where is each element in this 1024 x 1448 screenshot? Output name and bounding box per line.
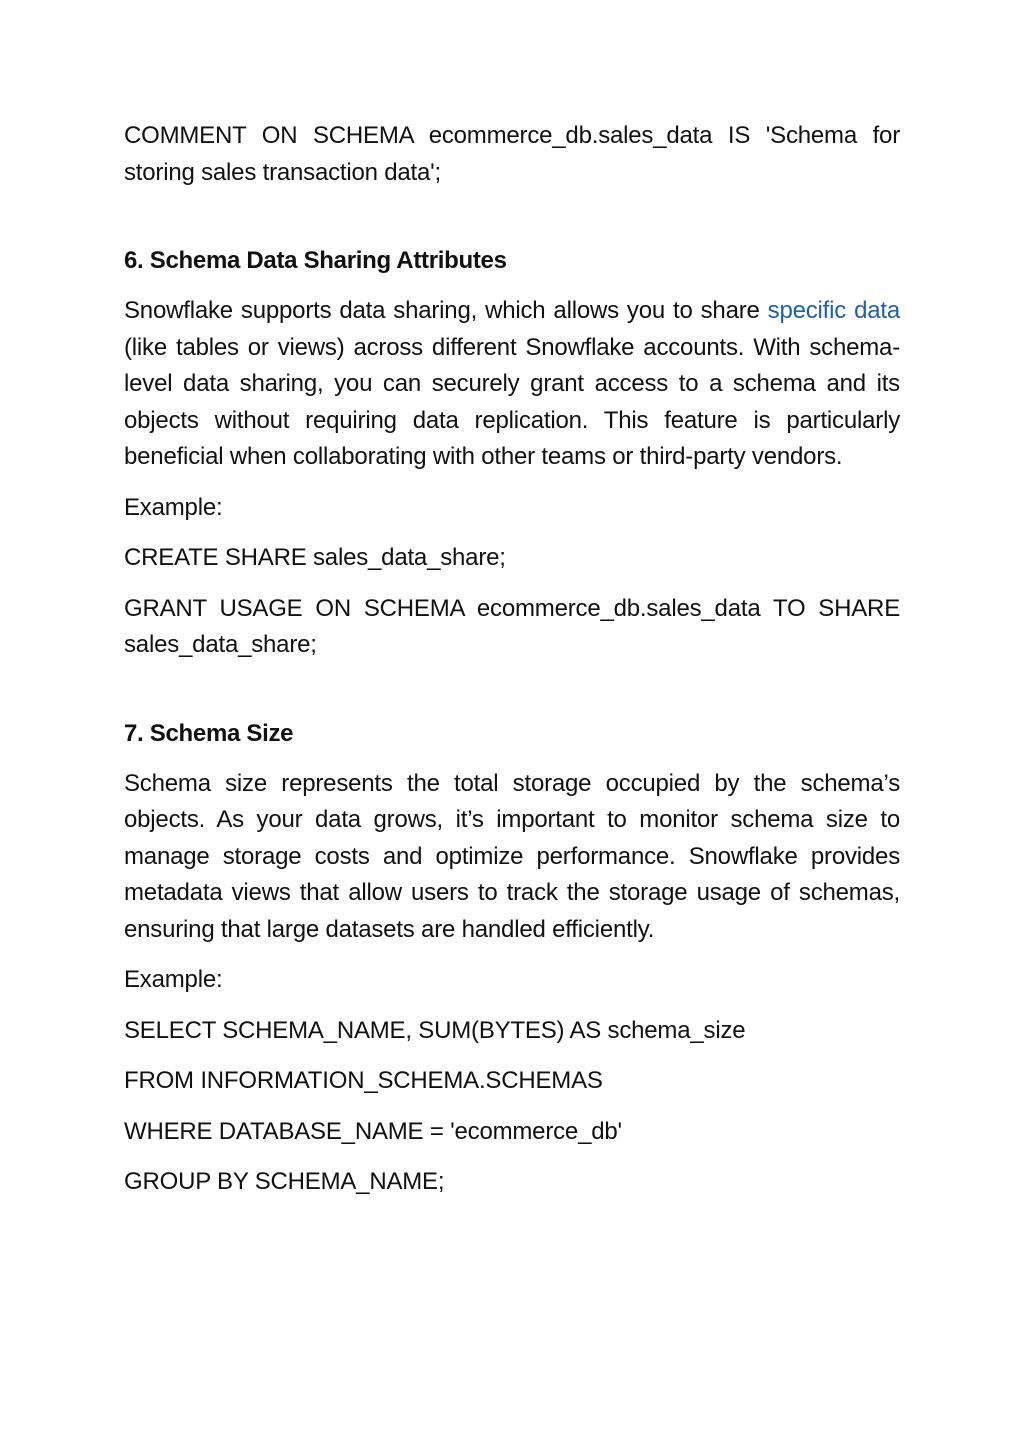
section-6-paragraph [124, 293, 900, 476]
spacer [124, 577, 900, 591]
section-7-code-line-4: GROUP BY SCHEMA_NAME; [124, 1168, 445, 1195]
section-7-code-line-3: WHERE DATABASE_NAME = 'ecommerce_db' [124, 1117, 622, 1145]
spacer [124, 752, 900, 766]
spacer [124, 526, 900, 540]
section-7-paragraph: Schema size represents the total storage occupied by the schema’s objects. As your data grows, it’s important to monitor schema size to manage storage costs and optimize performance. Snowflake provides metadata views that allow users to track the storage usage of schemas, ensuring that large datasets are handled efficiently. [124, 769, 900, 943]
spacer [124, 476, 900, 490]
specific-data-link[interactable]: specific data [767, 297, 900, 324]
section-6-code-line-1: CREATE SHARE sales_data_share; [124, 544, 506, 571]
document-page [124, 118, 900, 1201]
section-6-example-label: Example: [124, 493, 223, 521]
section-7-example-label: Example: [124, 966, 223, 993]
spacer [124, 999, 900, 1013]
comment-statement: COMMENT ON SCHEMA ecommerce_db.sales_data IS 'Schema for storing sales transaction data'; [124, 122, 900, 186]
paragraph-text-end: (like tables or views) across different Snowflake accounts. With schema-level data sharing, you can securely grant access to a schema and its objects without requiring data replication. This feature is particularly beneficial when collaborating with other teams or third-party vendors. [124, 333, 900, 470]
section-7-code-line-1: SELECT SCHEMA_NAME, SUM(BYTES) AS schema_size [124, 1016, 746, 1044]
spacer [124, 1100, 900, 1114]
spacer [124, 664, 900, 716]
section-6-code-line-2: GRANT USAGE ON SCHEMA ecommerce_db.sales_data TO SHARE sales_data_share; [124, 594, 900, 658]
paragraph-text-start: Snowflake supports data sharing, which allows you to share [124, 297, 768, 324]
spacer [124, 1150, 900, 1164]
spacer [124, 191, 900, 243]
section-7-heading: 7. Schema Size [124, 719, 294, 747]
spacer [124, 1049, 900, 1063]
section-7-code-line-2: FROM INFORMATION_SCHEMA.SCHEMAS [124, 1067, 603, 1094]
spacer [124, 279, 900, 293]
section-6-heading: 6. Schema Data Sharing Attributes [124, 247, 507, 274]
spacer [124, 948, 900, 962]
